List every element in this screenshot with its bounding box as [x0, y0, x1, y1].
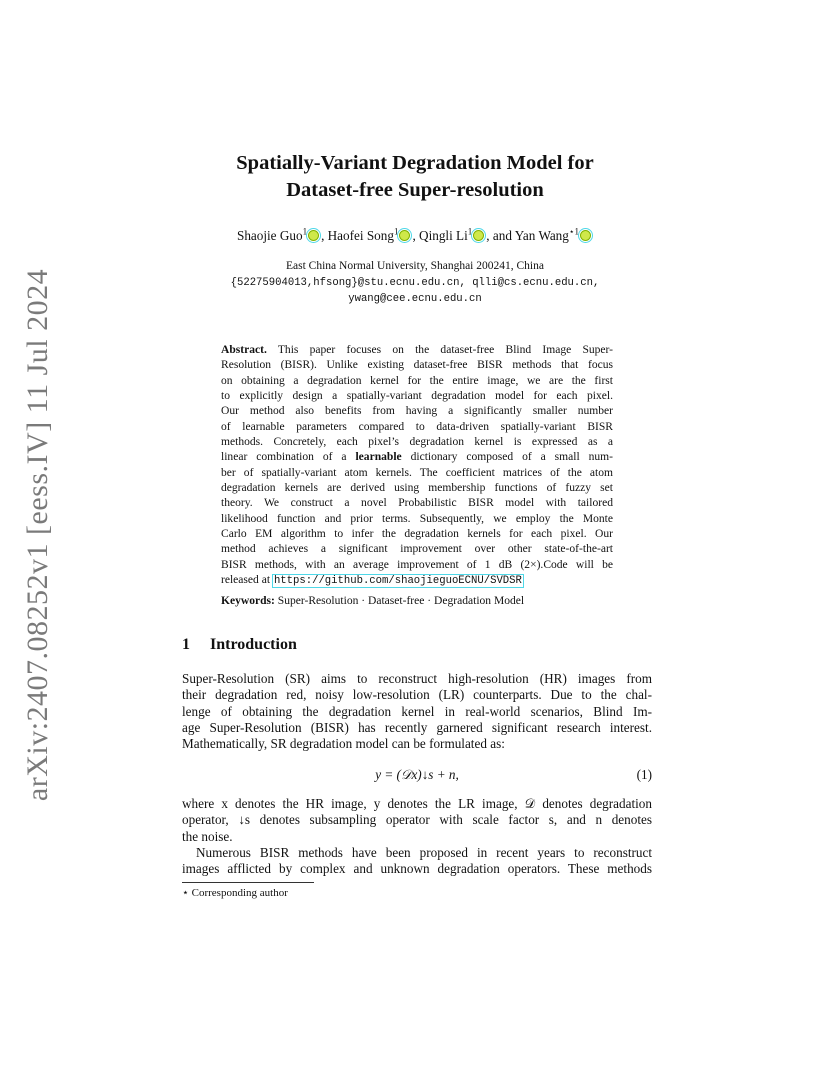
paragraph-line: Mathematically, SR degradation model can be formulated as:	[182, 736, 505, 752]
author-separator: ,	[412, 228, 420, 243]
abstract-line: of learnable parameters compared to data-driven spatially-variant BISR	[221, 420, 613, 433]
abstract-line: released at https://github.com/shaojieguoECNU/SVDSR	[221, 574, 522, 588]
paragraph-line: operator, ↓s denotes subsampling operator with scale factor s, and n denotes	[182, 812, 652, 828]
keywords	[221, 595, 524, 607]
abstract-line: theory. We construct a novel Probabilistic BISR model with tailored	[221, 497, 613, 510]
orcid-icon[interactable]	[580, 230, 591, 241]
abstract-label: Abstract.	[221, 344, 267, 356]
abstract-line: Carlo EM algorithm to infer the degradation kernels for each pixel. Our	[221, 528, 613, 541]
abstract-line: degradation kernels are derived using membership functions of fuzzy set	[221, 482, 613, 495]
paragraph-line: images afflicted by complex and unknown degradation operators. These methods	[182, 861, 652, 877]
abstract-line: method achieves a significant improvement over other state-of-the-art	[221, 543, 613, 556]
paper-title	[150, 150, 680, 204]
keywords-label: Keywords:	[221, 595, 275, 607]
abstract-line: likelihood function and prior terms. Subsequently, we employ the Monte	[221, 512, 613, 525]
author-separator: , and	[486, 228, 515, 243]
author-affiliation-mark: 1	[302, 226, 308, 237]
paragraph-line: lenge of obtaining the degradation kernel in real-world scenarios, Blind Im-	[182, 703, 652, 719]
author-name: Haofei Song	[327, 228, 394, 243]
paragraph-3	[182, 845, 652, 878]
author-affiliation-mark: ⋆1	[568, 226, 580, 237]
abstract-line: to explicitly design a spatially-variant degradation model for each pixel.	[221, 390, 613, 403]
paragraph-line: the noise.	[182, 828, 233, 844]
author-name: Qingli Li	[419, 228, 468, 243]
equation-formula: y = (𝒟x)↓s + n,	[375, 767, 459, 782]
orcid-icon[interactable]	[473, 230, 484, 241]
affiliation-block	[150, 258, 680, 308]
keywords-text: Super-Resolution · Dataset-free · Degradation Model	[274, 595, 525, 607]
author-affiliation-mark: 1	[393, 226, 399, 237]
code-repository-link[interactable]: https://github.com/shaojieguoECNU/SVDSR	[273, 575, 522, 588]
paragraph-2	[182, 796, 652, 845]
author-affiliation-mark: 1	[467, 226, 473, 237]
abstract-line: linear combination of a learnable dictionary composed of a small num-	[221, 451, 613, 464]
section-number: 1	[182, 636, 190, 653]
paragraph-line: their degradation red, noisy low-resolution (LR) counterparts. Due to the chal-	[182, 687, 652, 703]
paragraph-1	[182, 671, 652, 752]
orcid-icon[interactable]	[399, 230, 410, 241]
section-title: Introduction	[210, 636, 297, 653]
paragraph-line: age Super-Resolution (BISR) has recently garnered significant research interest.	[182, 719, 652, 735]
abstract-line: Abstract. This paper focuses on the dataset-free Blind Image Super-	[221, 344, 613, 356]
author-name: Shaojie Guo	[236, 228, 303, 243]
arxiv-identifier-stamp	[20, 268, 56, 802]
footnote: ⋆ Corresponding author	[182, 887, 288, 899]
title-line-1: Spatially-Variant Degradation Model for	[236, 152, 594, 174]
paragraph-line: Super-Resolution (SR) aims to reconstruct high-resolution (HR) images from	[182, 671, 652, 686]
equation-1	[182, 767, 652, 785]
institution: East China Normal University, Shanghai 200241, China	[286, 260, 544, 272]
author-separator: ,	[321, 228, 328, 243]
title-line-2: Dataset-free Super-resolution	[286, 179, 544, 201]
orcid-icon[interactable]	[308, 230, 319, 241]
bold-keyword: learnable	[355, 451, 402, 464]
author-name: Yan Wang	[514, 228, 569, 243]
author-list	[150, 228, 680, 244]
section-heading	[182, 636, 297, 654]
abstract-line: Our method also benefits from having a significantly smaller number	[221, 405, 613, 418]
abstract-line: BISR methods, with an average improvement of 1 dB (2×).Code will be	[221, 558, 613, 571]
footnote-divider	[182, 882, 314, 883]
paragraph-line: Numerous BISR methods have been proposed in recent years to reconstruct	[196, 845, 652, 860]
equation-number: (1)	[636, 767, 652, 782]
email-line-2: ywang@cee.ecnu.edu.cn	[348, 293, 482, 305]
abstract-line: methods. Concretely, each pixel’s degradation kernel is expressed as a	[221, 436, 613, 449]
email-line-1: {52275904013,hfsong}@stu.ecnu.edu.cn, qlli@cs.ecnu.edu.cn,	[230, 276, 600, 289]
paragraph-line: where x denotes the HR image, y denotes the LR image, 𝒟 denotes degradation	[182, 796, 652, 811]
arxiv-identifier-text: arXiv:2407.08252v1 [eess.IV] 11 Jul 2024	[21, 268, 54, 802]
abstract-line: Resolution (BISR). Unlike existing dataset-free BISR methods that focus	[221, 359, 613, 372]
abstract-line: ber of spatially-variant atom kernels. The coefficient matrices of the atom	[221, 466, 613, 479]
abstract-line: on obtaining a degradation kernel for the entire image, we are the first	[221, 374, 613, 387]
abstract	[221, 343, 613, 589]
